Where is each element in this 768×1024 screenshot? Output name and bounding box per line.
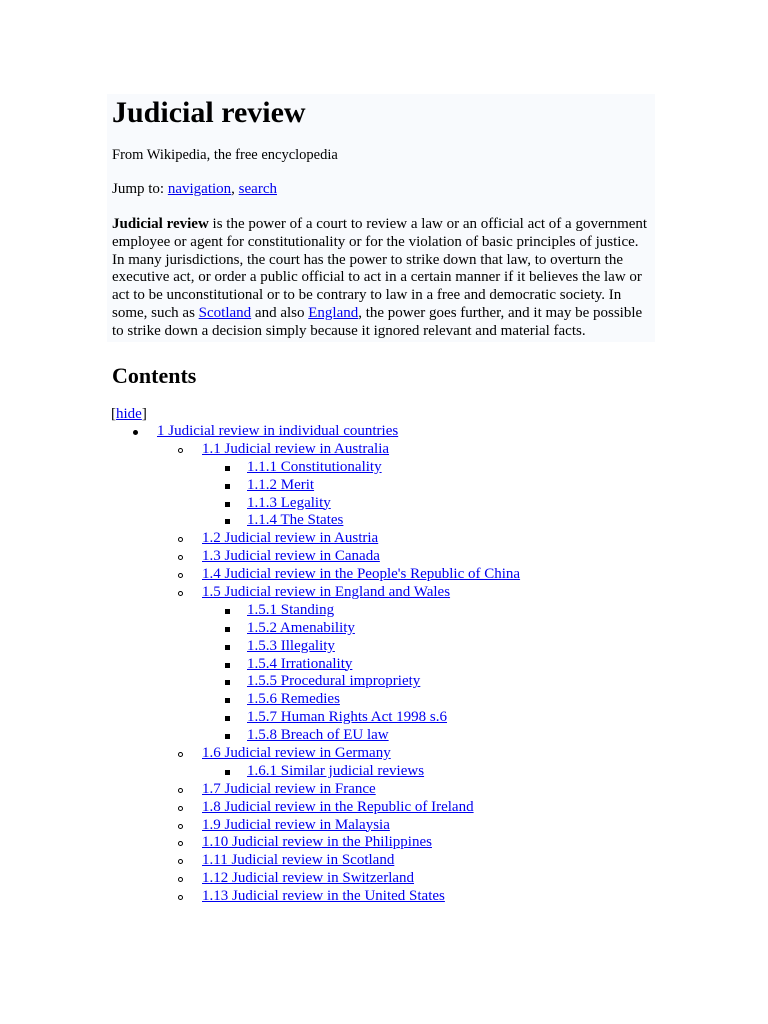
toc-link[interactable]: 1.5.4 Irrationality bbox=[247, 655, 353, 672]
intro-bold-term: Judicial review bbox=[112, 216, 209, 232]
jump-prefix: Jump to: bbox=[112, 181, 168, 197]
england-link[interactable]: England bbox=[308, 304, 359, 321]
toc-link[interactable]: 1.4 Judicial review in the People's Republic of China bbox=[202, 566, 521, 583]
square-bullet-icon bbox=[225, 645, 230, 650]
toc-item bbox=[0, 477, 768, 495]
table-of-contents bbox=[0, 423, 768, 906]
toc-link[interactable]: 1.9 Judicial review in Malaysia bbox=[202, 816, 390, 833]
toc-item bbox=[0, 888, 768, 906]
toc-item bbox=[0, 745, 768, 763]
circle-bullet-icon bbox=[178, 537, 183, 542]
toc-link[interactable]: 1.5.8 Breach of EU law bbox=[247, 727, 389, 744]
circle-bullet-icon bbox=[178, 591, 183, 596]
toc-item bbox=[0, 512, 768, 530]
circle-bullet-icon bbox=[178, 806, 183, 811]
jump-links bbox=[112, 180, 650, 198]
article-header bbox=[112, 95, 650, 341]
toc-link[interactable]: 1.2 Judicial review in Austria bbox=[202, 530, 379, 547]
toc-link[interactable]: 1.3 Judicial review in Canada bbox=[202, 548, 380, 565]
toc-link[interactable]: 1.5.6 Remedies bbox=[247, 691, 340, 708]
toc-link[interactable]: 1.1.3 Legality bbox=[247, 494, 331, 511]
toc-item bbox=[0, 799, 768, 817]
toc-item bbox=[0, 566, 768, 584]
toc-link[interactable]: 1.1.2 Merit bbox=[247, 476, 315, 493]
toc-link[interactable]: 1.11 Judicial review in Scotland bbox=[202, 852, 395, 869]
toc-item bbox=[0, 638, 768, 656]
toc-item bbox=[0, 495, 768, 513]
toc-item bbox=[0, 834, 768, 852]
circle-bullet-icon bbox=[178, 752, 183, 757]
square-bullet-icon bbox=[225, 680, 230, 685]
toc-link[interactable]: 1.8 Judicial review in the Republic of Ireland bbox=[202, 798, 474, 815]
square-bullet-icon bbox=[225, 502, 230, 507]
toc-item bbox=[0, 656, 768, 674]
square-bullet-icon bbox=[225, 484, 230, 489]
toc-item bbox=[0, 852, 768, 870]
toc-link[interactable]: 1.1.1 Constitutionality bbox=[247, 458, 382, 475]
toc-item bbox=[0, 548, 768, 566]
toc-link[interactable]: 1.5.3 Illegality bbox=[247, 637, 335, 654]
circle-bullet-icon bbox=[178, 841, 183, 846]
jump-navigation-link[interactable]: navigation bbox=[167, 181, 232, 197]
toc-item bbox=[0, 423, 768, 441]
toc-hide-link[interactable]: hide bbox=[116, 406, 142, 422]
contents-heading: Contents bbox=[112, 363, 197, 388]
toc-toggle bbox=[111, 405, 147, 423]
toc-item bbox=[0, 727, 768, 745]
toc-toggle-close-bracket: ] bbox=[141, 406, 147, 422]
toc-link[interactable]: 1.5.1 Standing bbox=[247, 601, 335, 618]
jump-search-link[interactable]: search bbox=[238, 181, 277, 197]
toc-item bbox=[0, 602, 768, 620]
toc-link[interactable]: 1.5.2 Amenability bbox=[247, 619, 355, 636]
toc-link[interactable]: 1 Judicial review in individual countries bbox=[157, 423, 399, 439]
toc-link[interactable]: 1.6 Judicial review in Germany bbox=[202, 745, 391, 762]
circle-bullet-icon bbox=[178, 877, 183, 882]
square-bullet-icon bbox=[225, 519, 230, 524]
toc-item bbox=[0, 530, 768, 548]
square-bullet-icon bbox=[225, 609, 230, 614]
circle-bullet-icon bbox=[178, 788, 183, 793]
toc-item bbox=[0, 817, 768, 835]
intro-paragraph bbox=[112, 216, 650, 341]
toc-item bbox=[0, 673, 768, 691]
toc-item bbox=[0, 870, 768, 888]
toc-link[interactable]: 1.5.5 Procedural impropriety bbox=[247, 673, 421, 690]
toc-item bbox=[0, 691, 768, 709]
circle-bullet-icon bbox=[178, 555, 183, 560]
circle-bullet-icon bbox=[178, 859, 183, 864]
toc-item bbox=[0, 763, 768, 781]
disc-bullet-icon bbox=[133, 430, 138, 435]
toc-link[interactable]: 1.6.1 Similar judicial reviews bbox=[247, 762, 425, 779]
intro-text-3: , the power goes further, and it may be possible to strike down a decision simply because it ignored relevant and material facts. bbox=[112, 304, 643, 339]
square-bullet-icon bbox=[225, 770, 230, 775]
square-bullet-icon bbox=[225, 716, 230, 721]
jump-separator: , bbox=[231, 181, 239, 197]
toc-item bbox=[0, 781, 768, 799]
square-bullet-icon bbox=[225, 627, 230, 632]
toc-item bbox=[0, 709, 768, 727]
toc-toggle-open-bracket: [ bbox=[111, 406, 116, 422]
page-title: Judicial review bbox=[112, 96, 306, 129]
toc-link[interactable]: 1.1.4 The States bbox=[247, 512, 344, 529]
toc-link[interactable]: 1.12 Judicial review in Switzerland bbox=[202, 870, 415, 887]
toc-item bbox=[0, 459, 768, 477]
toc-item bbox=[0, 441, 768, 459]
toc-link[interactable]: 1.5.7 Human Rights Act 1998 s.6 bbox=[247, 709, 448, 726]
square-bullet-icon bbox=[225, 698, 230, 703]
toc-link[interactable]: 1.13 Judicial review in the United States bbox=[202, 888, 445, 905]
circle-bullet-icon bbox=[178, 895, 183, 900]
square-bullet-icon bbox=[225, 663, 230, 668]
square-bullet-icon bbox=[225, 734, 230, 739]
toc-item bbox=[0, 620, 768, 638]
toc-item bbox=[0, 584, 768, 602]
intro-text-1: is the power of a court to review a law or an official act of a government employee or agent for constitutionality or for the violation of basic principles of justice. In many jurisdictions, the court has the power to strike down that law, to overturn the executive act, or order a public official to act in a certain manner if it believes the law or act to be unconstitutional or to be contrary to law in a free and democratic society. In some, such as bbox=[112, 216, 648, 321]
toc-link[interactable]: 1.1 Judicial review in Australia bbox=[202, 440, 390, 457]
square-bullet-icon bbox=[225, 466, 230, 471]
circle-bullet-icon bbox=[178, 824, 183, 829]
circle-bullet-icon bbox=[178, 448, 183, 453]
toc-link[interactable]: 1.5 Judicial review in England and Wales bbox=[202, 584, 451, 601]
page-subtitle: From Wikipedia, the free encyclopedia bbox=[112, 147, 338, 163]
circle-bullet-icon bbox=[178, 573, 183, 578]
scotland-link[interactable]: Scotland bbox=[198, 304, 252, 321]
toc-link[interactable]: 1.7 Judicial review in France bbox=[202, 780, 376, 797]
toc-link[interactable]: 1.10 Judicial review in the Philippines bbox=[202, 834, 432, 851]
intro-text-2: and also bbox=[251, 304, 309, 321]
